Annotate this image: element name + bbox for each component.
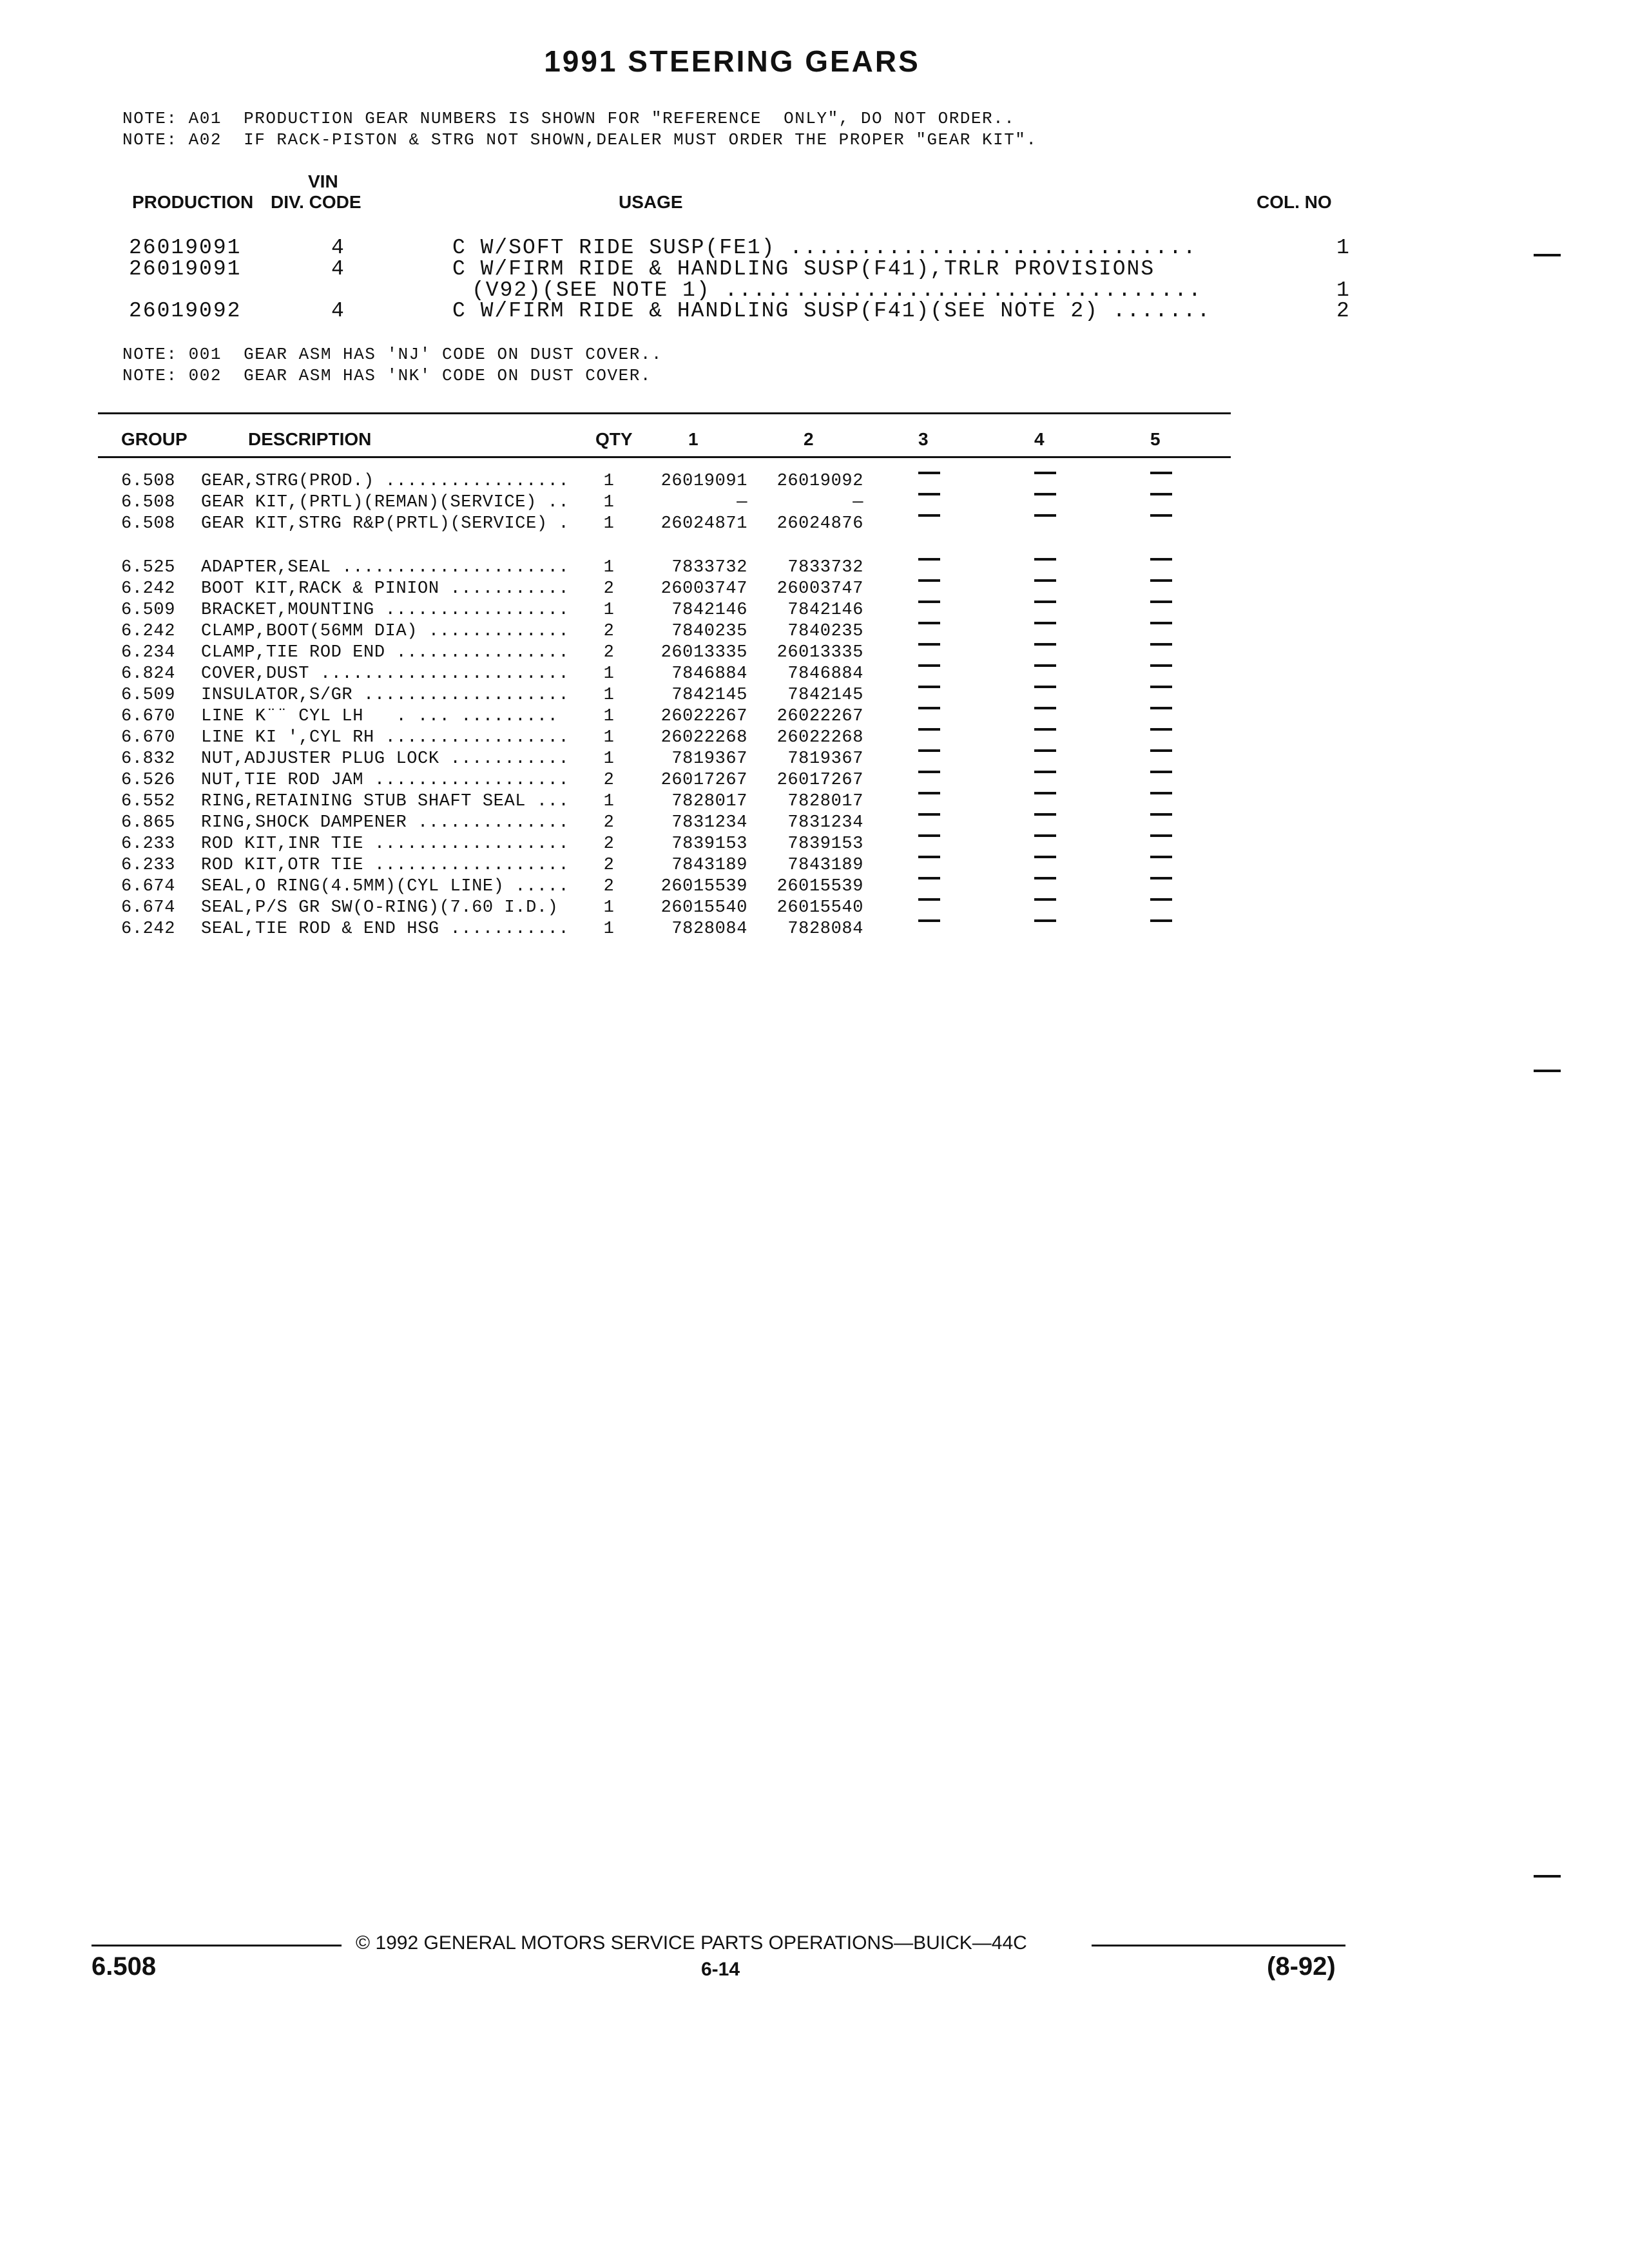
col-number: 1 bbox=[1336, 236, 1351, 260]
group-cell: 6.674 bbox=[121, 877, 176, 896]
empty-column-dash bbox=[1034, 601, 1056, 603]
part-col1-cell: 7842146 bbox=[671, 601, 747, 620]
group-cell: 6.552 bbox=[121, 792, 176, 811]
group-cell: 6.509 bbox=[121, 686, 176, 705]
footer-rule-right bbox=[1092, 1945, 1345, 1946]
empty-column-dash bbox=[918, 749, 940, 752]
table-row bbox=[0, 622, 1289, 643]
empty-column-dash bbox=[1150, 707, 1172, 709]
group-cell: 6.508 bbox=[121, 472, 176, 491]
group-header: GROUP bbox=[121, 429, 188, 449]
group-cell: 6.525 bbox=[121, 558, 176, 577]
empty-column-dash bbox=[918, 558, 940, 561]
part-col1-cell: 26024871 bbox=[660, 514, 747, 533]
group-cell: 6.674 bbox=[121, 898, 176, 918]
qty-cell: 1 bbox=[603, 749, 615, 769]
col3-header: 3 bbox=[918, 429, 929, 449]
qty-cell: 1 bbox=[603, 707, 615, 726]
table-row bbox=[0, 771, 1289, 792]
div-code: 4 bbox=[331, 257, 345, 281]
group-cell: 6.670 bbox=[121, 728, 176, 747]
table-row bbox=[0, 601, 1289, 622]
description-cell: SEAL,O RING(4.5MM)(CYL LINE) ..... bbox=[201, 877, 570, 896]
empty-column-dash bbox=[1034, 749, 1056, 752]
col1-header: 1 bbox=[688, 429, 699, 449]
empty-column-dash bbox=[1034, 643, 1056, 646]
page-title: 1991 STEERING GEARS bbox=[544, 44, 920, 78]
part-col1-cell: 7819367 bbox=[671, 749, 747, 769]
empty-column-dash bbox=[1150, 792, 1172, 794]
part-col2-cell: 7843189 bbox=[787, 856, 863, 875]
description-cell: LINE KI ',CYL RH ................. bbox=[201, 728, 570, 747]
part-col2-cell: 26017267 bbox=[776, 771, 863, 790]
group-cell: 6.832 bbox=[121, 749, 176, 769]
description-cell: RING,SHOCK DAMPENER .............. bbox=[201, 813, 570, 832]
qty-cell: 2 bbox=[603, 771, 615, 790]
part-col1-cell: 26015540 bbox=[660, 898, 747, 918]
empty-column-dash bbox=[918, 728, 940, 731]
qty-header: QTY bbox=[595, 429, 633, 449]
table-row bbox=[0, 514, 1289, 535]
part-col1-cell: 26003747 bbox=[660, 579, 747, 599]
footer-copyright: © 1992 GENERAL MOTORS SERVICE PARTS OPERATIONS—BUICK—44C bbox=[356, 1932, 1027, 1954]
part-col2-cell: 7846884 bbox=[787, 664, 863, 684]
part-col2-cell: 7839153 bbox=[787, 834, 863, 854]
table-row bbox=[0, 856, 1289, 877]
table-header-rule bbox=[98, 456, 1231, 458]
part-col2-cell: 7828017 bbox=[787, 792, 863, 811]
qty-cell: 2 bbox=[603, 622, 615, 641]
group-cell: 6.508 bbox=[121, 514, 176, 533]
table-top-rule bbox=[98, 412, 1231, 414]
empty-column-dash bbox=[918, 686, 940, 688]
note-001: NOTE: 001 GEAR ASM HAS 'NJ' CODE ON DUST COVER.. bbox=[122, 345, 663, 364]
empty-column-dash bbox=[918, 877, 940, 879]
qty-cell: 1 bbox=[603, 514, 615, 533]
table-row bbox=[0, 579, 1289, 601]
part-col1-cell: 7831234 bbox=[671, 813, 747, 832]
empty-column-dash bbox=[918, 493, 940, 495]
part-col2-cell: 26022268 bbox=[776, 728, 863, 747]
description-cell: BOOT KIT,RACK & PINION ........... bbox=[201, 579, 570, 599]
group-cell: 6.670 bbox=[121, 707, 176, 726]
footer-page-number: 6-14 bbox=[701, 1959, 740, 1980]
usage-text: C W/SOFT RIDE SUSP(FE1) ............................. bbox=[452, 236, 1197, 260]
empty-column-dash bbox=[1150, 856, 1172, 858]
qty-cell: 1 bbox=[603, 728, 615, 747]
empty-column-dash bbox=[1034, 898, 1056, 901]
description-cell: SEAL,TIE ROD & END HSG ........... bbox=[201, 919, 570, 939]
description-cell: ROD KIT,INR TIE .................. bbox=[201, 834, 570, 854]
description-cell: COVER,DUST ....................... bbox=[201, 664, 570, 684]
empty-column-dash bbox=[918, 898, 940, 901]
empty-column-dash bbox=[918, 919, 940, 922]
empty-column-dash bbox=[1150, 601, 1172, 603]
empty-column-dash bbox=[1150, 771, 1172, 773]
production-header: PRODUCTION bbox=[132, 192, 254, 212]
usage-text: C W/FIRM RIDE & HANDLING SUSP(F41)(SEE NOTE 2) ....... bbox=[452, 299, 1211, 323]
part-col1-cell: — bbox=[737, 493, 747, 512]
note-a02: NOTE: A02 IF RACK-PISTON & STRG NOT SHOWN,DEALER MUST ORDER THE PROPER "GEAR KIT". bbox=[122, 130, 1037, 149]
margin-mark bbox=[1534, 1070, 1561, 1072]
empty-column-dash bbox=[918, 834, 940, 837]
empty-column-dash bbox=[1150, 579, 1172, 582]
part-col2-cell: 26015540 bbox=[776, 898, 863, 918]
table-row bbox=[0, 686, 1289, 707]
part-col2-cell: 7842146 bbox=[787, 601, 863, 620]
empty-column-dash bbox=[1034, 707, 1056, 709]
group-cell: 6.824 bbox=[121, 664, 176, 684]
empty-column-dash bbox=[1034, 919, 1056, 922]
part-col2-cell: — bbox=[853, 493, 863, 512]
part-col2-cell: 7833732 bbox=[787, 558, 863, 577]
group-cell: 6.526 bbox=[121, 771, 176, 790]
qty-cell: 2 bbox=[603, 834, 615, 854]
qty-cell: 1 bbox=[603, 558, 615, 577]
part-col1-cell: 26015539 bbox=[660, 877, 747, 896]
col-no-header: COL. NO bbox=[1257, 192, 1332, 212]
description-cell: SEAL,P/S GR SW(O-RING)(7.60 I.D.) bbox=[201, 898, 559, 918]
qty-cell: 2 bbox=[603, 877, 615, 896]
part-col2-cell: 7831234 bbox=[787, 813, 863, 832]
qty-cell: 2 bbox=[603, 856, 615, 875]
usage-header: USAGE bbox=[619, 192, 683, 212]
empty-column-dash bbox=[918, 514, 940, 517]
empty-column-dash bbox=[1150, 622, 1172, 624]
empty-column-dash bbox=[918, 856, 940, 858]
empty-column-dash bbox=[1150, 493, 1172, 495]
part-col1-cell: 26013335 bbox=[660, 643, 747, 662]
empty-column-dash bbox=[1034, 558, 1056, 561]
empty-column-dash bbox=[1150, 558, 1172, 561]
empty-column-dash bbox=[1034, 622, 1056, 624]
empty-column-dash bbox=[1034, 771, 1056, 773]
group-cell: 6.242 bbox=[121, 579, 176, 599]
part-col1-cell: 7828017 bbox=[671, 792, 747, 811]
table-row bbox=[0, 834, 1289, 856]
description-cell: NUT,TIE ROD JAM .................. bbox=[201, 771, 570, 790]
qty-cell: 1 bbox=[603, 898, 615, 918]
qty-cell: 2 bbox=[603, 813, 615, 832]
empty-column-dash bbox=[1034, 472, 1056, 474]
group-cell: 6.234 bbox=[121, 643, 176, 662]
col5-header: 5 bbox=[1150, 429, 1161, 449]
empty-column-dash bbox=[1150, 728, 1172, 731]
empty-column-dash bbox=[1034, 493, 1056, 495]
footer-group-ref: 6.508 bbox=[92, 1952, 157, 1981]
part-col2-cell: 7828084 bbox=[787, 919, 863, 939]
empty-column-dash bbox=[1150, 898, 1172, 901]
empty-column-dash bbox=[1150, 834, 1172, 837]
note-002: NOTE: 002 GEAR ASM HAS 'NK' CODE ON DUST COVER. bbox=[122, 366, 651, 385]
table-row bbox=[0, 813, 1289, 834]
production-number: 26019091 bbox=[129, 257, 242, 281]
description-cell: INSULATOR,S/GR ................... bbox=[201, 686, 570, 705]
part-col1-cell: 7828084 bbox=[671, 919, 747, 939]
qty-cell: 1 bbox=[603, 493, 615, 512]
table-row bbox=[0, 898, 1289, 919]
empty-column-dash bbox=[1150, 686, 1172, 688]
empty-column-dash bbox=[1150, 472, 1172, 474]
vin-header: VIN bbox=[308, 171, 338, 191]
description-cell: BRACKET,MOUNTING ................. bbox=[201, 601, 570, 620]
note-a01: NOTE: A01 PRODUCTION GEAR NUMBERS IS SHOWN FOR "REFERENCE ONLY", DO NOT ORDER.. bbox=[122, 109, 1016, 128]
description-cell: GEAR KIT,(PRTL)(REMAN)(SERVICE) .. bbox=[201, 493, 570, 512]
empty-column-dash bbox=[1034, 856, 1056, 858]
col2-header: 2 bbox=[804, 429, 814, 449]
div-code: 4 bbox=[331, 236, 345, 260]
empty-column-dash bbox=[1034, 664, 1056, 667]
description-cell: GEAR KIT,STRG R&P(PRTL)(SERVICE) . bbox=[201, 514, 570, 533]
production-number: 26019091 bbox=[129, 236, 242, 260]
table-row bbox=[0, 664, 1289, 686]
qty-cell: 1 bbox=[603, 601, 615, 620]
footer-rule-left bbox=[92, 1945, 342, 1946]
part-col1-cell: 7833732 bbox=[671, 558, 747, 577]
empty-column-dash bbox=[1150, 749, 1172, 752]
empty-column-dash bbox=[918, 664, 940, 667]
group-cell: 6.233 bbox=[121, 856, 176, 875]
empty-column-dash bbox=[1150, 664, 1172, 667]
empty-column-dash bbox=[918, 622, 940, 624]
usage-text-cont: (V92)(SEE NOTE 1) .................................. bbox=[472, 278, 1202, 302]
qty-cell: 1 bbox=[603, 664, 615, 684]
part-col1-cell: 26022267 bbox=[660, 707, 747, 726]
group-cell: 6.509 bbox=[121, 601, 176, 620]
qty-cell: 1 bbox=[603, 686, 615, 705]
part-col2-cell: 26024876 bbox=[776, 514, 863, 533]
table-row bbox=[0, 919, 1289, 941]
part-col2-cell: 26003747 bbox=[776, 579, 863, 599]
margin-mark bbox=[1534, 1875, 1561, 1878]
part-col1-cell: 7846884 bbox=[671, 664, 747, 684]
empty-column-dash bbox=[1150, 643, 1172, 646]
group-cell: 6.508 bbox=[121, 493, 176, 512]
description-cell: RING,RETAINING STUB SHAFT SEAL ... bbox=[201, 792, 570, 811]
production-number: 26019092 bbox=[129, 299, 242, 323]
part-col1-cell: 7842145 bbox=[671, 686, 747, 705]
table-row bbox=[0, 749, 1289, 771]
empty-column-dash bbox=[1034, 877, 1056, 879]
description-cell: ADAPTER,SEAL ..................... bbox=[201, 558, 570, 577]
part-col1-cell: 7843189 bbox=[671, 856, 747, 875]
part-col1-cell: 7839153 bbox=[671, 834, 747, 854]
empty-column-dash bbox=[1150, 813, 1172, 816]
description-header: DESCRIPTION bbox=[248, 429, 372, 449]
qty-cell: 2 bbox=[603, 643, 615, 662]
description-cell: GEAR,STRG(PROD.) ................. bbox=[201, 472, 570, 491]
col-number: 2 bbox=[1336, 299, 1351, 323]
col-number: 1 bbox=[1336, 278, 1351, 302]
description-cell: CLAMP,TIE ROD END ................ bbox=[201, 643, 570, 662]
empty-column-dash bbox=[1150, 514, 1172, 517]
description-cell: CLAMP,BOOT(56MM DIA) ............. bbox=[201, 622, 570, 641]
empty-column-dash bbox=[918, 472, 940, 474]
usage-text: C W/FIRM RIDE & HANDLING SUSP(F41),TRLR PROVISIONS bbox=[452, 257, 1155, 281]
group-cell: 6.233 bbox=[121, 834, 176, 854]
part-col2-cell: 26015539 bbox=[776, 877, 863, 896]
empty-column-dash bbox=[918, 792, 940, 794]
table-row bbox=[0, 792, 1289, 813]
qty-cell: 1 bbox=[603, 472, 615, 491]
empty-column-dash bbox=[918, 643, 940, 646]
empty-column-dash bbox=[918, 579, 940, 582]
table-row bbox=[0, 472, 1289, 493]
description-cell: NUT,ADJUSTER PLUG LOCK ........... bbox=[201, 749, 570, 769]
part-col2-cell: 7840235 bbox=[787, 622, 863, 641]
empty-column-dash bbox=[1034, 686, 1056, 688]
table-row bbox=[0, 493, 1289, 514]
table-row bbox=[0, 707, 1289, 728]
empty-column-dash bbox=[918, 771, 940, 773]
table-row bbox=[0, 558, 1289, 579]
table-row bbox=[0, 643, 1289, 664]
empty-column-dash bbox=[1034, 792, 1056, 794]
footer-date: (8-92) bbox=[1267, 1952, 1336, 1981]
description-cell: LINE K¨¨ CYL LH . ... ......... bbox=[201, 707, 559, 726]
part-col1-cell: 7840235 bbox=[671, 622, 747, 641]
empty-column-dash bbox=[918, 601, 940, 603]
qty-cell: 2 bbox=[603, 579, 615, 599]
part-col2-cell: 26013335 bbox=[776, 643, 863, 662]
qty-cell: 1 bbox=[603, 792, 615, 811]
qty-cell: 1 bbox=[603, 919, 615, 939]
empty-column-dash bbox=[1150, 877, 1172, 879]
group-cell: 6.242 bbox=[121, 622, 176, 641]
empty-column-dash bbox=[1034, 514, 1056, 517]
part-col1-cell: 26017267 bbox=[660, 771, 747, 790]
empty-column-dash bbox=[918, 813, 940, 816]
part-col2-cell: 7842145 bbox=[787, 686, 863, 705]
col4-header: 4 bbox=[1034, 429, 1045, 449]
part-col1-cell: 26019091 bbox=[660, 472, 747, 491]
div-code: 4 bbox=[331, 299, 345, 323]
table-row bbox=[0, 877, 1289, 898]
empty-column-dash bbox=[1034, 579, 1056, 582]
empty-column-dash bbox=[1034, 813, 1056, 816]
empty-column-dash bbox=[1034, 728, 1056, 731]
table-row bbox=[0, 728, 1289, 749]
group-cell: 6.865 bbox=[121, 813, 176, 832]
group-cell: 6.242 bbox=[121, 919, 176, 939]
part-col2-cell: 26019092 bbox=[776, 472, 863, 491]
part-col2-cell: 26022267 bbox=[776, 707, 863, 726]
description-cell: ROD KIT,OTR TIE .................. bbox=[201, 856, 570, 875]
div-code-header: DIV. CODE bbox=[271, 192, 361, 212]
empty-column-dash bbox=[918, 707, 940, 709]
part-col1-cell: 26022268 bbox=[660, 728, 747, 747]
margin-mark bbox=[1534, 254, 1561, 256]
part-col2-cell: 7819367 bbox=[787, 749, 863, 769]
empty-column-dash bbox=[1150, 919, 1172, 922]
empty-column-dash bbox=[1034, 834, 1056, 837]
